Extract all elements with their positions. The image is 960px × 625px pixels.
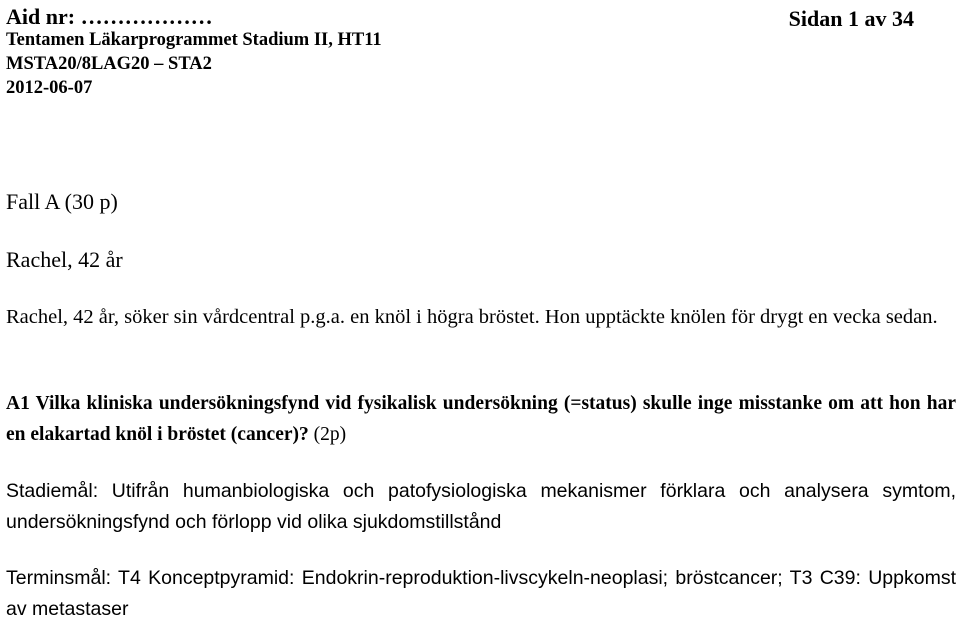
page-indicator: Sidan 1 av 34 bbox=[788, 6, 914, 31]
aid-label: Aid nr: bbox=[6, 4, 81, 29]
aid-number-line bbox=[6, 4, 213, 30]
stadiemal-text: Stadiemål: Utifrån humanbiologiska och patofysiologiska mekanismer förklara och analysera symtom, undersökningsfynd och förlopp vid olika sjukdomstillstånd bbox=[6, 480, 956, 533]
case-patient: Rachel, 42 år bbox=[6, 247, 123, 272]
terminsmal-text: Terminsmål: T4 Konceptpyramid: Endokrin-reproduktion-livscykeln-neoplasi; bröstcancer; T3 C39: Uppkomst av metastaser bbox=[6, 567, 956, 620]
case-title: Fall A (30 p) bbox=[6, 189, 118, 214]
course-code: MSTA20/8LAG20 – STA2 bbox=[6, 54, 212, 74]
question-a1 bbox=[6, 388, 956, 450]
exam-title: Tentamen Läkarprogrammet Stadium II, HT11 bbox=[6, 30, 382, 50]
exam-date: 2012-06-07 bbox=[6, 78, 93, 98]
question-points: (2p) bbox=[308, 424, 347, 445]
case-description: Rachel, 42 år, söker sin vårdcentral p.g.a. en knöl i högra bröstet. Hon upptäckte knölen för drygt en vecka sedan. bbox=[6, 306, 938, 328]
question-text: A1 Vilka kliniska undersökningsfynd vid fysikalisk undersökning (=status) skulle inge misstanke om att hon har en elakartad knöl i bröstet (cancer)? bbox=[6, 393, 956, 445]
aid-number-placeholder: ……………… bbox=[80, 4, 213, 29]
